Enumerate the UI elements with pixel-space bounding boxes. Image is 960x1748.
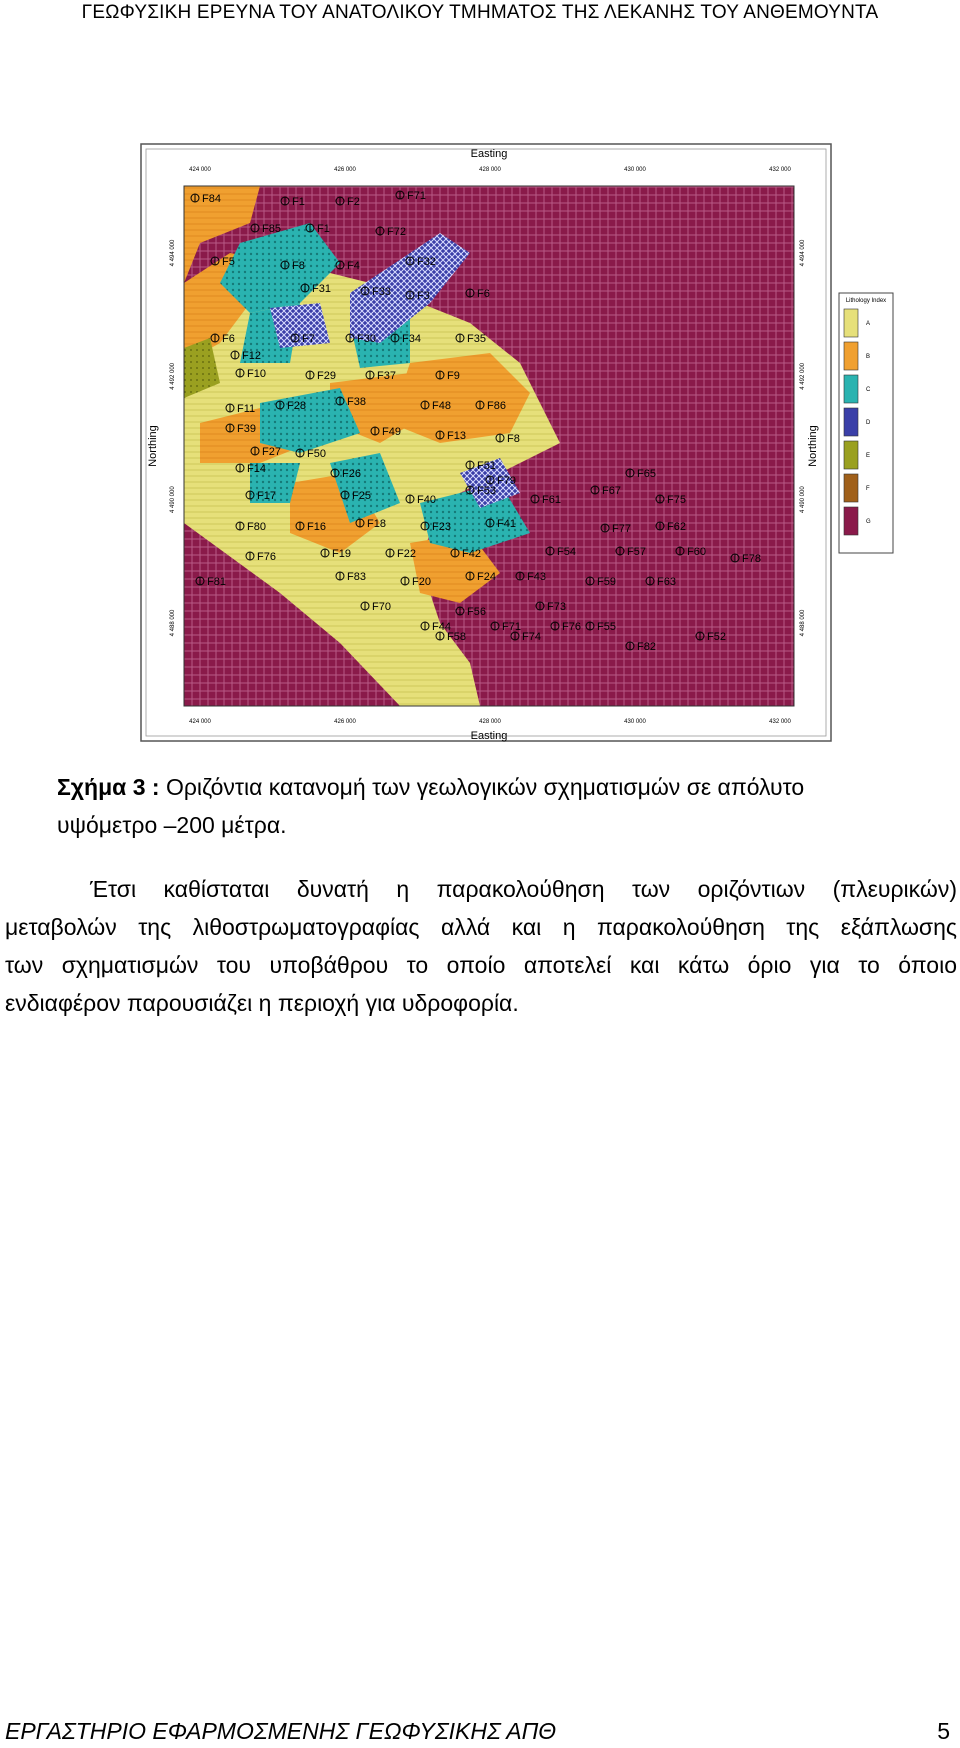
well-label: F1: [292, 196, 305, 208]
page-number: 5: [937, 1718, 950, 1744]
caption-label: Σχήμα 3 :: [57, 774, 160, 800]
well-label: F67: [602, 485, 621, 497]
lithology-map-figure: [140, 143, 894, 743]
well-label: F25: [352, 490, 371, 502]
well-label: F39: [237, 423, 256, 435]
well-label: F8: [292, 260, 305, 272]
well-label: F58: [447, 631, 466, 643]
well-label: F62: [667, 521, 686, 533]
well-label: F49: [382, 426, 401, 438]
x-tick-label-bottom: 430 000: [624, 719, 646, 725]
legend-title: Lithology Index: [845, 298, 887, 304]
well-label: F4: [347, 260, 360, 272]
well-label: F76: [562, 621, 581, 633]
well-label: F35: [467, 333, 486, 345]
well-label: F72: [387, 226, 406, 238]
well-label: F31: [312, 283, 331, 295]
well-label: F74: [522, 631, 541, 643]
well-label: F82: [637, 641, 656, 653]
axis-title-right: Northing: [807, 425, 819, 467]
well-label: F26: [342, 468, 361, 480]
well-label: F16: [307, 521, 326, 533]
well-label: F57: [627, 546, 646, 558]
well-label: F48: [432, 400, 451, 412]
well-label: F14: [247, 463, 266, 475]
well-label: F9: [447, 370, 460, 382]
page-header: ΓΕΩΦΥΣΙΚΗ ΕΡΕΥΝΑ ΤΟΥ ΑΝΑΤΟΛΙΚΟΥ ΤΜΗΜΑΤΟΣ ΤΗΣ ΛΕΚΑΝΗΣ ΤΟΥ ΑΝΘΕΜΟΥΝΤΑ: [81, 2, 879, 23]
well-label: F19: [332, 548, 351, 560]
well-label: F77: [612, 523, 631, 535]
legend-label: G: [866, 519, 871, 525]
caption-text-line2: υψόμετρο –200 μέτρα.: [57, 812, 287, 838]
y-tick-label-left: 4 492 000: [170, 362, 176, 390]
x-tick-label-bottom: 428 000: [479, 719, 501, 725]
caption-text-line1: Οριζόντια κατανομή των γεωλογικών σχηματισμών σε απόλυτο: [165, 774, 805, 800]
well-label: F42: [462, 548, 481, 560]
well-label: F85: [262, 223, 281, 235]
y-tick-label-left: 4 488 000: [170, 609, 176, 637]
well-label: F63: [657, 576, 676, 588]
well-label: F79: [497, 475, 516, 487]
well-label: F71: [502, 621, 521, 633]
legend-swatch: [844, 309, 858, 337]
axis-title-bottom: Easting: [470, 730, 508, 742]
x-tick-label-top: 432 000: [769, 167, 791, 173]
well-label: F8: [507, 433, 520, 445]
well-label: F50: [307, 448, 326, 460]
well-label: F30: [357, 333, 376, 345]
legend-label: A: [866, 321, 871, 327]
axis-title-top: Easting: [470, 148, 508, 160]
x-tick-label-bottom: 424 000: [189, 719, 211, 725]
legend-label: B: [866, 354, 871, 360]
paragraph-line-1: Έτσι καθίσταται δυνατή η παρακολούθηση των οριζόντιων (πλευρικών): [90, 876, 957, 902]
well-label: F13: [447, 430, 466, 442]
well-label: F53: [477, 485, 496, 497]
well-label: F28: [287, 400, 306, 412]
well-label: F52: [707, 631, 726, 643]
y-tick-label-right: 4 488 000: [800, 609, 806, 637]
legend-swatch: [844, 507, 858, 535]
x-tick-label-top: 426 000: [334, 167, 356, 173]
well-label: F84: [202, 193, 221, 205]
well-label: F12: [242, 350, 261, 362]
x-tick-label-bottom: 432 000: [769, 719, 791, 725]
well-label: F56: [467, 606, 486, 618]
legend-swatch: [844, 408, 858, 436]
well-label: F5: [222, 256, 235, 268]
well-label: F43: [527, 571, 546, 583]
well-label: F73: [547, 601, 566, 613]
legend-label: E: [866, 453, 871, 459]
well-label: F38: [347, 396, 366, 408]
y-tick-label-left: 4 490 000: [170, 486, 176, 514]
legend-swatch: [844, 441, 858, 469]
well-label: F6: [222, 333, 235, 345]
well-label: F37: [377, 370, 396, 382]
x-tick-label-top: 428 000: [479, 167, 501, 173]
well-label: F59: [597, 576, 616, 588]
figure-caption: [57, 768, 917, 844]
paragraph-line-4: ενδιαφέρον παρουσιάζει η περιοχή για υδροφορία.: [5, 990, 519, 1016]
well-label: F20: [412, 576, 431, 588]
well-label: F11: [237, 403, 256, 415]
legend-label: F: [866, 486, 870, 492]
legend-swatch: [844, 375, 858, 403]
well-label: F10: [247, 368, 266, 380]
well-label: F81: [207, 576, 226, 588]
body-paragraph: [5, 870, 957, 1022]
well-label: F78: [742, 553, 761, 565]
well-label: F24: [477, 571, 496, 583]
well-label: F70: [372, 601, 391, 613]
lithology-map: [140, 143, 894, 743]
well-label: F76: [257, 551, 276, 563]
well-label: F55: [597, 621, 616, 633]
well-label: F44: [432, 621, 451, 633]
well-label: F27: [262, 446, 281, 458]
y-tick-label-right: 4 490 000: [800, 486, 806, 514]
well-label: F71: [407, 190, 426, 202]
well-label: F86: [487, 400, 506, 412]
well-label: F1: [317, 223, 330, 235]
well-label: F3: [417, 290, 430, 302]
well-label: F22: [397, 548, 416, 560]
well-label: F32: [417, 256, 436, 268]
x-tick-label-bottom: 426 000: [334, 719, 356, 725]
well-label: F54: [557, 546, 576, 558]
legend-swatch: [844, 474, 858, 502]
well-label: F17: [257, 490, 276, 502]
well-label: F23: [432, 521, 451, 533]
legend-swatch: [844, 342, 858, 370]
x-tick-label-top: 430 000: [624, 167, 646, 173]
legend-label: C: [866, 387, 871, 393]
well-label: F80: [247, 521, 266, 533]
well-label: F29: [317, 370, 336, 382]
well-label: F7: [302, 333, 315, 345]
well-label: F18: [367, 518, 386, 530]
paragraph-line-2: μεταβολών της λιθοστρωματογραφίας αλλά και η παρακολούθηση της εξάπλωσης: [5, 914, 957, 940]
y-tick-label-left: 4 494 000: [170, 239, 176, 267]
well-label: F51: [477, 460, 496, 472]
well-label: F6: [477, 288, 490, 300]
well-label: F2: [347, 196, 360, 208]
y-tick-label-right: 4 492 000: [800, 362, 806, 390]
well-label: F75: [667, 494, 686, 506]
axis-title-left: Northing: [147, 425, 159, 467]
well-label: F40: [417, 494, 436, 506]
well-label: F34: [402, 333, 421, 345]
well-label: F61: [542, 494, 561, 506]
well-label: F65: [637, 468, 656, 480]
legend-label: D: [866, 420, 871, 426]
well-label: F83: [347, 571, 366, 583]
y-tick-label-right: 4 494 000: [800, 239, 806, 267]
footer-lab-name: ΕΡΓΑΣΤΗΡΙΟ ΕΦΑΡΜΟΣΜΕΝΗΣ ΓΕΩΦΥΣΙΚΗΣ ΑΠΘ: [5, 1718, 557, 1744]
paragraph-line-3: των σχηματισμών του υποβάθρου το οποίο αποτελεί και κάτω όριο για το όποιο: [5, 952, 957, 978]
well-label: F60: [687, 546, 706, 558]
well-label: F41: [497, 518, 516, 530]
lithology-legend: [839, 293, 893, 553]
well-label: F33: [372, 286, 391, 298]
x-tick-label-top: 424 000: [189, 167, 211, 173]
